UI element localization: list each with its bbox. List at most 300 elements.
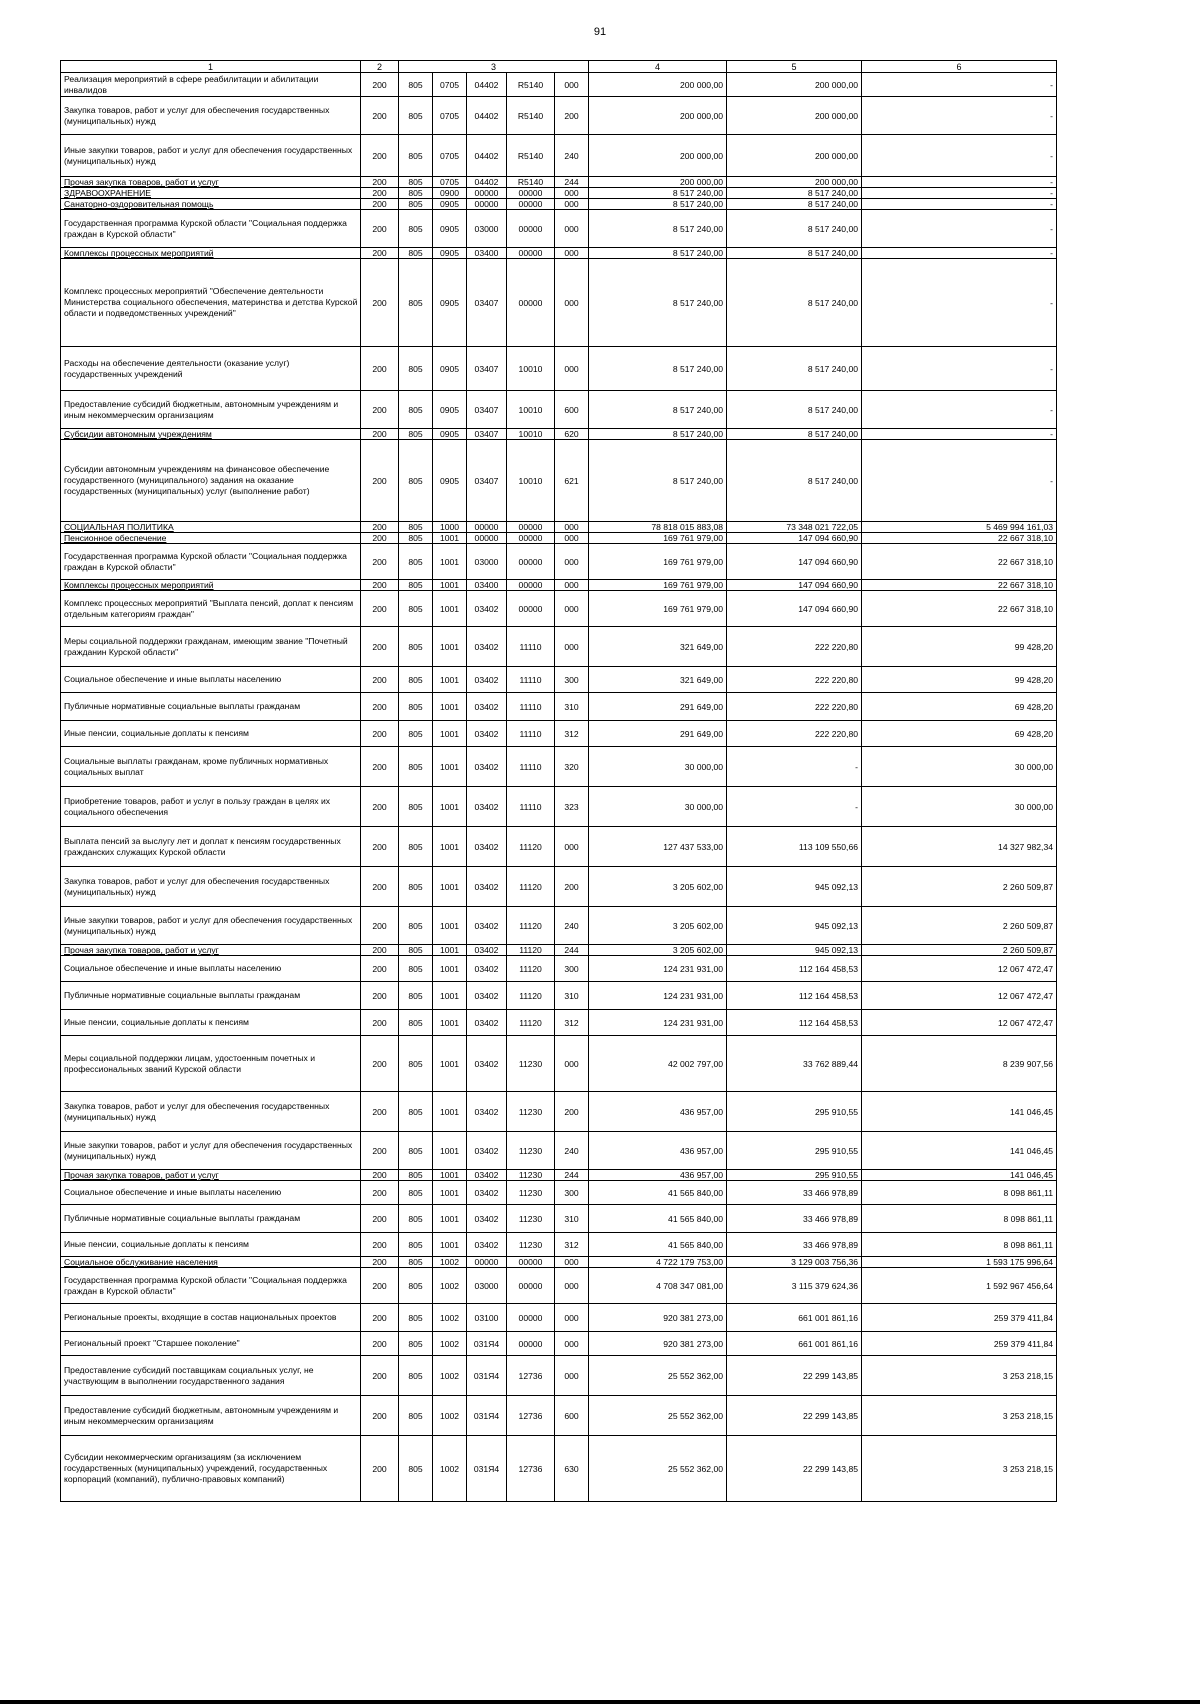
row-code-3-program: 03402 <box>467 1233 507 1257</box>
row-code-3-type: 312 <box>555 721 589 747</box>
row-code-3-section: 0900 <box>433 188 467 199</box>
row-value-6: 141 046,45 <box>862 1092 1057 1132</box>
row-name: Меры социальной поддержки гражданам, имеющим звание "Почетный гражданин Курской области" <box>61 627 361 667</box>
row-value-5: 3 129 003 756,36 <box>727 1257 862 1268</box>
row-code-3-direction: 12736 <box>507 1396 555 1436</box>
row-code-3-admin: 805 <box>399 956 433 982</box>
row-value-4: 8 517 240,00 <box>589 347 727 391</box>
row-value-5: 661 001 861,16 <box>727 1304 862 1332</box>
row-value-6: - <box>862 248 1057 259</box>
row-code-3-program: 03407 <box>467 440 507 522</box>
table-row <box>61 1268 1057 1304</box>
table-row <box>61 1132 1057 1170</box>
row-code-3-type: 000 <box>555 533 589 544</box>
row-value-6: 12 067 472,47 <box>862 982 1057 1010</box>
table-row <box>61 827 1057 867</box>
header-col-6: 6 <box>862 61 1057 73</box>
row-code-3-admin: 805 <box>399 1233 433 1257</box>
table-row <box>61 248 1057 259</box>
row-code-3-program: 03407 <box>467 429 507 440</box>
row-code-3-program: 03402 <box>467 982 507 1010</box>
row-value-5: 200 000,00 <box>727 177 862 188</box>
row-value-5: 222 220,80 <box>727 627 862 667</box>
row-name: Приобретение товаров, работ и услуг в пользу граждан в целях их социального обеспечения <box>61 787 361 827</box>
row-code-3-type: 600 <box>555 1396 589 1436</box>
row-value-6: 141 046,45 <box>862 1132 1057 1170</box>
row-value-5: 945 092,13 <box>727 867 862 907</box>
row-code-2: 200 <box>361 1092 399 1132</box>
row-code-3-section: 0905 <box>433 440 467 522</box>
row-code-3-type: 300 <box>555 1181 589 1205</box>
row-code-3-admin: 805 <box>399 1436 433 1502</box>
row-code-3-type: 000 <box>555 1356 589 1396</box>
row-code-3-program: 03402 <box>467 1092 507 1132</box>
row-value-4: 25 552 362,00 <box>589 1436 727 1502</box>
row-code-3-section: 0905 <box>433 199 467 210</box>
row-name: Санаторно-оздоровительная помощь <box>61 199 361 210</box>
row-value-4: 8 517 240,00 <box>589 440 727 522</box>
row-code-3-program: 03400 <box>467 580 507 591</box>
row-code-3-program: 03402 <box>467 693 507 721</box>
row-code-3-program: 03402 <box>467 627 507 667</box>
row-code-3-type: 000 <box>555 259 589 347</box>
row-name: Предоставление субсидий бюджетным, автономным учреждениям и иным некоммерческим организациям <box>61 391 361 429</box>
row-value-6: 259 379 411,84 <box>862 1332 1057 1356</box>
row-name: Иные пенсии, социальные доплаты к пенсиям <box>61 1010 361 1036</box>
row-code-3-type: 000 <box>555 199 589 210</box>
row-code-3-direction: 11230 <box>507 1092 555 1132</box>
row-code-3-direction: 00000 <box>507 522 555 533</box>
row-code-3-type: 300 <box>555 667 589 693</box>
row-name: Иные пенсии, социальные доплаты к пенсиям <box>61 1233 361 1257</box>
table-row <box>61 667 1057 693</box>
row-code-3-program: 03402 <box>467 787 507 827</box>
row-name: Предоставление субсидий поставщикам социальных услуг, не участвующим в выполнении государственного задания <box>61 1356 361 1396</box>
row-value-4: 200 000,00 <box>589 177 727 188</box>
row-code-3-program: 03407 <box>467 259 507 347</box>
row-code-3-type: 200 <box>555 97 589 135</box>
row-value-6: - <box>862 199 1057 210</box>
row-value-6: 22 667 318,10 <box>862 591 1057 627</box>
row-code-2: 200 <box>361 693 399 721</box>
row-code-2: 200 <box>361 391 399 429</box>
row-value-6: - <box>862 73 1057 97</box>
row-code-2: 200 <box>361 627 399 667</box>
row-code-3-section: 0705 <box>433 73 467 97</box>
row-code-3-section: 0705 <box>433 135 467 177</box>
table-row <box>61 188 1057 199</box>
table-row <box>61 1257 1057 1268</box>
row-value-4: 436 957,00 <box>589 1132 727 1170</box>
row-code-3-admin: 805 <box>399 73 433 97</box>
row-code-3-section: 1000 <box>433 522 467 533</box>
row-code-3-program: 03407 <box>467 391 507 429</box>
row-value-5: 200 000,00 <box>727 135 862 177</box>
row-value-6: 5 469 994 161,03 <box>862 522 1057 533</box>
row-code-2: 200 <box>361 199 399 210</box>
row-value-6: 30 000,00 <box>862 787 1057 827</box>
row-code-3-section: 1001 <box>433 1092 467 1132</box>
row-value-6: 22 667 318,10 <box>862 580 1057 591</box>
table-row <box>61 956 1057 982</box>
page-bottom-edge <box>0 1700 1200 1704</box>
row-code-3-admin: 805 <box>399 667 433 693</box>
row-value-4: 8 517 240,00 <box>589 391 727 429</box>
row-code-3-program: 03000 <box>467 544 507 580</box>
row-name: Прочая закупка товаров, работ и услуг <box>61 177 361 188</box>
row-value-6: 69 428,20 <box>862 721 1057 747</box>
table-row <box>61 429 1057 440</box>
row-code-3-direction: 12736 <box>507 1356 555 1396</box>
row-code-3-direction: 11120 <box>507 945 555 956</box>
row-code-3-program: 03402 <box>467 827 507 867</box>
table-row <box>61 391 1057 429</box>
row-code-3-section: 1002 <box>433 1304 467 1332</box>
row-name: Субсидии автономным учреждениям на финансовое обеспечение государственного (муниципального) задания на оказание государственных (муниципальных) услуг (выполнение работ) <box>61 440 361 522</box>
row-code-3-program: 03402 <box>467 867 507 907</box>
row-code-3-type: 000 <box>555 591 589 627</box>
row-value-5: 112 164 458,53 <box>727 956 862 982</box>
row-code-3-program: 03402 <box>467 1010 507 1036</box>
row-code-2: 200 <box>361 1304 399 1332</box>
row-code-3-admin: 805 <box>399 391 433 429</box>
row-name: Региональные проекты, входящие в состав национальных проектов <box>61 1304 361 1332</box>
row-code-3-direction: 11120 <box>507 956 555 982</box>
row-value-4: 25 552 362,00 <box>589 1356 727 1396</box>
row-value-6: - <box>862 440 1057 522</box>
row-value-5: 33 466 978,89 <box>727 1233 862 1257</box>
row-name: Социальное обеспечение и иные выплаты населению <box>61 667 361 693</box>
row-code-3-program: 03402 <box>467 1205 507 1233</box>
row-value-6: 3 253 218,15 <box>862 1356 1057 1396</box>
row-name: Комплексы процессных мероприятий <box>61 580 361 591</box>
row-code-3-type: 000 <box>555 1304 589 1332</box>
row-code-3-section: 1002 <box>433 1396 467 1436</box>
row-code-3-admin: 805 <box>399 210 433 248</box>
row-code-2: 200 <box>361 721 399 747</box>
row-code-2: 200 <box>361 73 399 97</box>
row-code-3-section: 1001 <box>433 580 467 591</box>
row-value-5: 147 094 660,90 <box>727 533 862 544</box>
row-code-3-program: 03000 <box>467 210 507 248</box>
row-value-6: 8 098 861,11 <box>862 1205 1057 1233</box>
row-code-2: 200 <box>361 1332 399 1356</box>
row-name: Прочая закупка товаров, работ и услуг <box>61 945 361 956</box>
row-value-4: 8 517 240,00 <box>589 429 727 440</box>
row-code-3-section: 1001 <box>433 693 467 721</box>
row-value-4: 42 002 797,00 <box>589 1036 727 1092</box>
budget-table <box>60 60 1057 1502</box>
table-row <box>61 1332 1057 1356</box>
row-code-3-direction: 11110 <box>507 667 555 693</box>
row-name: Публичные нормативные социальные выплаты гражданам <box>61 693 361 721</box>
row-value-4: 124 231 931,00 <box>589 1010 727 1036</box>
row-code-3-type: 000 <box>555 73 589 97</box>
row-code-3-program: 00000 <box>467 188 507 199</box>
row-code-3-direction: 11230 <box>507 1132 555 1170</box>
row-value-4: 41 565 840,00 <box>589 1205 727 1233</box>
row-value-6: - <box>862 347 1057 391</box>
row-name: Социальное обеспечение и иные выплаты населению <box>61 1181 361 1205</box>
row-code-2: 200 <box>361 1396 399 1436</box>
row-value-5: - <box>727 747 862 787</box>
table-row <box>61 1436 1057 1502</box>
row-code-3-type: 310 <box>555 693 589 721</box>
row-code-2: 200 <box>361 867 399 907</box>
row-code-3-type: 240 <box>555 135 589 177</box>
row-code-3-section: 0905 <box>433 429 467 440</box>
row-code-3-section: 1001 <box>433 747 467 787</box>
row-code-3-section: 1001 <box>433 721 467 747</box>
row-code-2: 200 <box>361 1036 399 1092</box>
row-name: Государственная программа Курской области "Социальная поддержка граждан в Курской области" <box>61 210 361 248</box>
row-value-5: 147 094 660,90 <box>727 580 862 591</box>
row-code-3-type: 000 <box>555 248 589 259</box>
row-name: Государственная программа Курской области "Социальная поддержка граждан в Курской области" <box>61 1268 361 1304</box>
row-value-6: 22 667 318,10 <box>862 533 1057 544</box>
row-code-3-direction: R5140 <box>507 135 555 177</box>
row-value-6: 2 260 509,87 <box>862 867 1057 907</box>
row-code-3-type: 312 <box>555 1233 589 1257</box>
row-code-2: 200 <box>361 1257 399 1268</box>
row-code-3-program: 04402 <box>467 73 507 97</box>
row-value-6: 2 260 509,87 <box>862 945 1057 956</box>
row-code-3-direction: 00000 <box>507 580 555 591</box>
row-code-3-section: 1001 <box>433 827 467 867</box>
row-code-3-type: 000 <box>555 522 589 533</box>
row-code-3-type: 000 <box>555 1332 589 1356</box>
row-value-4: 291 649,00 <box>589 693 727 721</box>
table-row <box>61 982 1057 1010</box>
row-name: Иные пенсии, социальные доплаты к пенсиям <box>61 721 361 747</box>
table-row <box>61 721 1057 747</box>
row-value-5: 112 164 458,53 <box>727 982 862 1010</box>
row-value-5: - <box>727 787 862 827</box>
row-code-3-admin: 805 <box>399 627 433 667</box>
row-code-3-admin: 805 <box>399 533 433 544</box>
row-code-3-section: 1001 <box>433 533 467 544</box>
row-name: Социальное обслуживание населения <box>61 1257 361 1268</box>
row-value-4: 920 381 273,00 <box>589 1332 727 1356</box>
table-row <box>61 1396 1057 1436</box>
row-value-4: 169 761 979,00 <box>589 580 727 591</box>
row-code-3-program: 03407 <box>467 347 507 391</box>
row-value-6: 259 379 411,84 <box>862 1304 1057 1332</box>
row-name: Субсидии некоммерческим организациям (за исключением государственных (муниципальных) учреждений, государственных корпораций (компаний), публично-правовых компаний) <box>61 1436 361 1502</box>
row-code-3-section: 1001 <box>433 945 467 956</box>
row-value-5: 945 092,13 <box>727 907 862 945</box>
row-name: Публичные нормативные социальные выплаты гражданам <box>61 1205 361 1233</box>
row-value-5: 8 517 240,00 <box>727 210 862 248</box>
row-code-3-type: 621 <box>555 440 589 522</box>
row-code-2: 200 <box>361 440 399 522</box>
row-name: Комплекс процессных мероприятий "Выплата пенсий, доплат к пенсиям отдельным категориям граждан" <box>61 591 361 627</box>
row-code-3-direction: 11120 <box>507 982 555 1010</box>
row-code-3-section: 0905 <box>433 259 467 347</box>
row-code-3-admin: 805 <box>399 945 433 956</box>
row-value-6: 30 000,00 <box>862 747 1057 787</box>
row-code-3-type: 240 <box>555 907 589 945</box>
header-col-3: 3 <box>399 61 589 73</box>
row-value-4: 920 381 273,00 <box>589 1304 727 1332</box>
row-code-3-section: 0705 <box>433 177 467 188</box>
row-code-3-program: 00000 <box>467 533 507 544</box>
row-code-3-direction: 11230 <box>507 1181 555 1205</box>
row-code-3-section: 1001 <box>433 591 467 627</box>
row-name: Иные закупки товаров, работ и услуг для обеспечения государственных (муниципальных) нужд <box>61 1132 361 1170</box>
header-col-5: 5 <box>727 61 862 73</box>
row-code-3-type: 000 <box>555 580 589 591</box>
row-value-5: 661 001 861,16 <box>727 1332 862 1356</box>
row-value-4: 78 818 015 883,08 <box>589 522 727 533</box>
table-row <box>61 210 1057 248</box>
row-name: Выплата пенсий за выслугу лет и доплат к пенсиям государственных гражданских служащих Курской области <box>61 827 361 867</box>
row-code-2: 200 <box>361 956 399 982</box>
row-value-4: 200 000,00 <box>589 97 727 135</box>
row-name: Иные закупки товаров, работ и услуг для обеспечения государственных (муниципальных) нужд <box>61 135 361 177</box>
row-code-3-section: 1001 <box>433 982 467 1010</box>
table-row <box>61 1356 1057 1396</box>
row-value-5: 112 164 458,53 <box>727 1010 862 1036</box>
row-code-3-type: 312 <box>555 1010 589 1036</box>
row-value-5: 22 299 143,85 <box>727 1396 862 1436</box>
header-col-4: 4 <box>589 61 727 73</box>
row-code-3-type: 000 <box>555 1268 589 1304</box>
row-code-3-type: 000 <box>555 827 589 867</box>
row-value-5: 22 299 143,85 <box>727 1356 862 1396</box>
row-code-3-section: 1001 <box>433 667 467 693</box>
row-code-3-section: 0905 <box>433 347 467 391</box>
row-code-3-program: 03400 <box>467 248 507 259</box>
row-code-3-program: 03100 <box>467 1304 507 1332</box>
row-value-6: 12 067 472,47 <box>862 1010 1057 1036</box>
row-value-4: 8 517 240,00 <box>589 188 727 199</box>
row-value-5: 8 517 240,00 <box>727 391 862 429</box>
row-value-5: 113 109 550,66 <box>727 827 862 867</box>
row-code-3-type: 320 <box>555 747 589 787</box>
row-code-2: 200 <box>361 580 399 591</box>
row-value-6: 69 428,20 <box>862 693 1057 721</box>
row-code-2: 200 <box>361 1170 399 1181</box>
row-code-3-type: 244 <box>555 945 589 956</box>
row-value-5: 33 466 978,89 <box>727 1205 862 1233</box>
row-name: Иные закупки товаров, работ и услуг для обеспечения государственных (муниципальных) нужд <box>61 907 361 945</box>
row-code-3-type: 200 <box>555 867 589 907</box>
row-code-3-type: 244 <box>555 1170 589 1181</box>
row-code-3-direction: 11120 <box>507 867 555 907</box>
row-value-6: 8 098 861,11 <box>862 1233 1057 1257</box>
row-code-3-direction: R5140 <box>507 97 555 135</box>
row-code-3-type: 000 <box>555 544 589 580</box>
row-code-3-direction: 11120 <box>507 1010 555 1036</box>
row-code-3-admin: 805 <box>399 591 433 627</box>
row-name: Пенсионное обеспечение <box>61 533 361 544</box>
row-value-4: 8 517 240,00 <box>589 248 727 259</box>
row-code-3-direction: 11230 <box>507 1233 555 1257</box>
row-name: Региональный проект "Старшее поколение" <box>61 1332 361 1356</box>
row-value-4: 30 000,00 <box>589 787 727 827</box>
table-row <box>61 907 1057 945</box>
row-value-5: 295 910,55 <box>727 1092 862 1132</box>
row-code-3-type: 240 <box>555 1132 589 1170</box>
table-row <box>61 177 1057 188</box>
row-code-3-program: 03402 <box>467 591 507 627</box>
row-value-5: 8 517 240,00 <box>727 259 862 347</box>
row-code-3-admin: 805 <box>399 1036 433 1092</box>
row-value-4: 200 000,00 <box>589 135 727 177</box>
row-code-3-type: 244 <box>555 177 589 188</box>
table-row <box>61 544 1057 580</box>
row-value-5: 222 220,80 <box>727 667 862 693</box>
row-value-6: 8 239 907,56 <box>862 1036 1057 1092</box>
row-code-2: 200 <box>361 591 399 627</box>
row-code-3-direction: 11110 <box>507 787 555 827</box>
row-value-6: 1 593 175 996,64 <box>862 1257 1057 1268</box>
row-code-3-admin: 805 <box>399 1257 433 1268</box>
table-row <box>61 693 1057 721</box>
row-value-4: 4 708 347 081,00 <box>589 1268 727 1304</box>
row-code-3-section: 1001 <box>433 867 467 907</box>
row-code-3-program: 00000 <box>467 199 507 210</box>
row-name: СОЦИАЛЬНАЯ ПОЛИТИКА <box>61 522 361 533</box>
table-row <box>61 787 1057 827</box>
row-value-4: 200 000,00 <box>589 73 727 97</box>
row-value-5: 147 094 660,90 <box>727 591 862 627</box>
row-code-3-type: 000 <box>555 347 589 391</box>
row-value-6: - <box>862 188 1057 199</box>
row-code-3-section: 1002 <box>433 1356 467 1396</box>
row-value-4: 25 552 362,00 <box>589 1396 727 1436</box>
row-name: Закупка товаров, работ и услуг для обеспечения государственных (муниципальных) нужд <box>61 1092 361 1132</box>
table-row <box>61 135 1057 177</box>
row-code-3-direction: 10010 <box>507 429 555 440</box>
row-value-5: 295 910,55 <box>727 1170 862 1181</box>
row-code-3-program: 03402 <box>467 667 507 693</box>
row-code-3-direction: 11230 <box>507 1170 555 1181</box>
row-code-2: 200 <box>361 1010 399 1036</box>
row-value-6: - <box>862 135 1057 177</box>
row-code-2: 200 <box>361 210 399 248</box>
row-value-5: 8 517 240,00 <box>727 248 862 259</box>
row-code-3-direction: 11110 <box>507 721 555 747</box>
row-code-3-direction: 00000 <box>507 591 555 627</box>
row-code-3-type: 620 <box>555 429 589 440</box>
row-code-3-type: 000 <box>555 210 589 248</box>
row-value-6: 8 098 861,11 <box>862 1181 1057 1205</box>
row-value-4: 30 000,00 <box>589 747 727 787</box>
row-code-3-admin: 805 <box>399 907 433 945</box>
table-row <box>61 533 1057 544</box>
row-code-3-direction: 00000 <box>507 210 555 248</box>
header-row <box>61 61 1057 73</box>
table-row <box>61 1181 1057 1205</box>
row-code-3-direction: 11230 <box>507 1205 555 1233</box>
row-value-6: - <box>862 429 1057 440</box>
row-code-3-section: 0705 <box>433 97 467 135</box>
row-code-3-direction: R5140 <box>507 73 555 97</box>
row-code-3-program: 03402 <box>467 1170 507 1181</box>
row-code-2: 200 <box>361 945 399 956</box>
row-code-2: 200 <box>361 1268 399 1304</box>
row-value-6: 99 428,20 <box>862 667 1057 693</box>
row-code-3-admin: 805 <box>399 1268 433 1304</box>
row-code-3-direction: 10010 <box>507 440 555 522</box>
row-name: Государственная программа Курской области "Социальная поддержка граждан в Курской области" <box>61 544 361 580</box>
row-value-5: 147 094 660,90 <box>727 544 862 580</box>
row-value-5: 200 000,00 <box>727 97 862 135</box>
row-name: Расходы на обеспечение деятельности (оказание услуг) государственных учреждений <box>61 347 361 391</box>
table-row <box>61 1010 1057 1036</box>
